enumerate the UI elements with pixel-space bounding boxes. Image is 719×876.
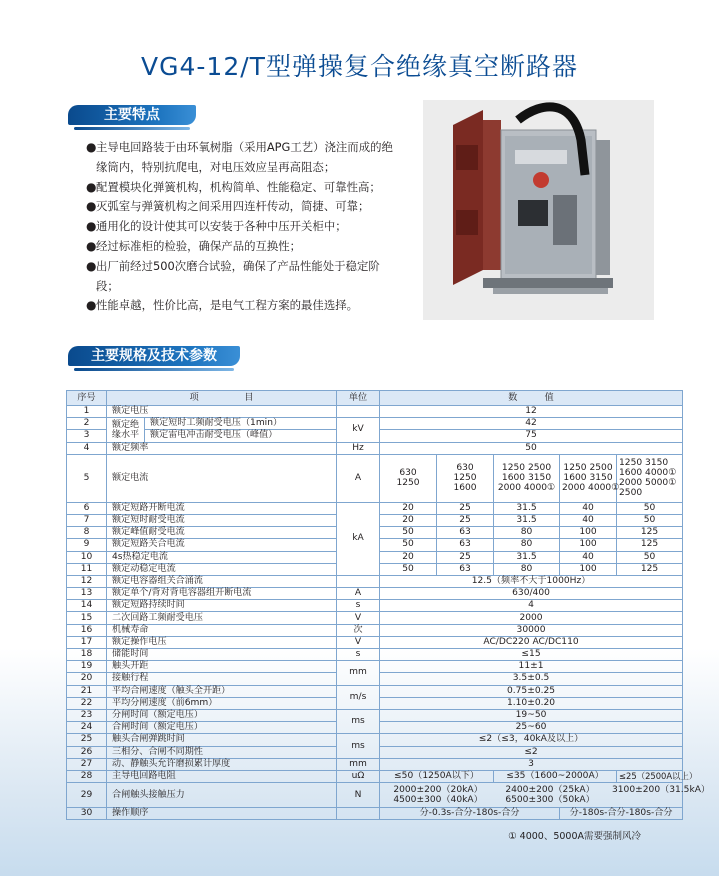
table-row: 9 额定短路关合电流 50 63 80 100 125 xyxy=(67,539,683,551)
table-row: 15 二次回路工频耐受电压 V 2000 xyxy=(67,612,683,624)
table-row: 27 动、静触头允许磨损累计厚度 mm 3 xyxy=(67,758,683,770)
feature-item: ● 配置模块化弹簧机构，机构简单、性能稳定、可靠性高； xyxy=(86,178,400,198)
spec-table xyxy=(66,390,711,820)
shared-unit: kA xyxy=(337,502,380,575)
table-row: 19 触头开距 mm 11±1 xyxy=(67,661,683,673)
bullet: ● xyxy=(86,258,97,273)
header-no: 序号 xyxy=(67,391,107,406)
bullet: ● xyxy=(86,238,97,253)
shared-unit: m/s xyxy=(337,685,380,709)
table-row: 29 合闸触头接触压力 N 2000±200（20kA） 2400±200（25kA） 3100±200（31.5kA） 4500±300（40kA） 6500±300（50kA） xyxy=(67,783,683,808)
specs-heading xyxy=(68,346,240,366)
table-row: 21 平均合闸速度（触头全开距） m/s 0.75±0.25 xyxy=(67,685,683,697)
table-row: 4 额定频率 Hz 50 xyxy=(67,442,683,454)
table-row: 25 触头合闸弹跳时间 ms ≤2（≤3，40kA及以上） xyxy=(67,734,683,746)
table-row: 24 合闸时间（额定电压） 25~60 xyxy=(67,722,683,734)
table-row: 20 接触行程 3.5±0.5 xyxy=(67,673,683,685)
header-item: 项 目 xyxy=(107,391,337,406)
bullet: ● xyxy=(86,179,97,194)
table-row: 18 储能时间 s ≤15 xyxy=(67,649,683,661)
features-heading xyxy=(68,105,196,125)
table-row: 22 平均分闸速度（前6mm） 1.10±0.20 xyxy=(67,697,683,709)
current-option: 1250 2500 1600 3150 2000 4000① xyxy=(494,454,560,502)
header-value: 数 值 xyxy=(380,391,683,406)
table-row: 2 额定绝缘水平 额定短时工频耐受电压（1min） kV 42 xyxy=(67,418,683,430)
page-title: VG4-12/T型弹操复合绝缘真空断路器 xyxy=(141,52,578,81)
current-option: 630 1250 1600 xyxy=(437,454,494,502)
feature-item: ● 经过标准柜的检验，确保产品的互换性； xyxy=(86,237,400,257)
bullet: ● xyxy=(86,298,97,313)
footnote: ① 4000、5000A需要强制风冷 xyxy=(508,831,641,842)
table-row: 1 额定电压 12 xyxy=(67,406,683,418)
table-row: 30 操作顺序 分-0.3s-合分-180s-合分 分-180s-合分-180s-合分 xyxy=(67,808,683,820)
feature-item: ● 出厂前经过500次磨合试验，确保了产品性能处于稳定阶段； xyxy=(86,258,380,293)
features-heading-text: 主要特点 xyxy=(104,107,160,123)
table-row: 7 额定短时耐受电流 20 25 31.5 40 50 xyxy=(67,514,683,526)
table-row: 26 三相分、合闸不同期性 ≤2 xyxy=(67,746,683,758)
product-photo xyxy=(423,100,654,320)
current-option: 1250 3150 1600 4000① 2000 5000① 2500 xyxy=(617,454,683,502)
table-row: 28 主导电回路电阻 uΩ ≤50（1250A以下） ≤35（1600~2000A） ≤25（2500A以上） xyxy=(67,770,683,782)
table-row: 14 额定短路持续时间 s 4 xyxy=(67,600,683,612)
table-row: 5 额定电流 A 630 1250 630 1250 1600 1250 2500 1600 3150 2000 4000① 1250 2500 1600 3150 2000 4000① 1250 3150 1600 4000① 2000 5000① 2500 xyxy=(67,454,683,502)
table-row: 6 额定短路开断电流 kA 20 25 31.5 40 50 xyxy=(67,502,683,514)
feature-item: ● 通用化的设计使其可以安装于各种中压开关柜中； xyxy=(86,217,400,237)
insulation-group-label: 额定绝缘水平 xyxy=(107,418,145,442)
table-row: 3 额定雷电冲击耐受电压（峰值） 75 xyxy=(67,430,683,442)
table-row: 8 额定峰值耐受电流 50 63 80 100 125 xyxy=(67,527,683,539)
feature-item: ● 性能卓越，性价比高，是电气工程方案的最佳选择。 xyxy=(86,296,400,316)
table-row: 16 机械寿命 次 30000 xyxy=(67,624,683,636)
header-unit: 单位 xyxy=(337,391,380,406)
shared-unit: mm xyxy=(337,661,380,685)
bullet: ● xyxy=(86,140,97,154)
features-list xyxy=(86,138,400,316)
table-row: 12 额定电容器组关合涌流 12.5（频率不大于1000Hz） xyxy=(67,575,683,587)
table-row: 23 分闸时间（额定电压） ms 19~50 xyxy=(67,709,683,721)
circuit-breaker-illustration xyxy=(423,100,654,320)
shared-unit: ms xyxy=(337,734,380,758)
specs-heading-text: 主要规格及技术参数 xyxy=(91,348,217,364)
table-row: 17 额定操作电压 V AC/DC220 AC/DC110 xyxy=(67,636,683,648)
table-header-row xyxy=(67,391,683,406)
table-row: 10 4s热稳定电流 20 25 31.5 40 50 xyxy=(67,551,683,563)
current-option: 1250 2500 1600 3150 2000 4000① xyxy=(560,454,617,502)
bullet: ● xyxy=(86,199,97,214)
shared-unit: ms xyxy=(337,709,380,733)
current-option: 630 1250 xyxy=(380,454,437,502)
table-row: 11 额定动稳定电流 50 63 80 100 125 xyxy=(67,563,683,575)
contact-pressure-values: 2000±200（20kA） 2400±200（25kA） 3100±200（31.5kA） 4500±300（40kA） 6500±300（50kA） xyxy=(380,783,683,808)
table-row: 13 额定单个/背对背电容器组开断电流 A 630/400 xyxy=(67,588,683,600)
feature-item: ● 灭弧室与弹簧机构之间采用四连杆传动，简捷、可靠； xyxy=(86,197,400,217)
bullet: ● xyxy=(86,219,97,234)
feature-item: ● 主导电回路装于由环氧树脂（采用APG工艺）浇注而成的绝缘筒内，特别抗爬电，对电压效应呈再高阻态； xyxy=(86,140,393,174)
